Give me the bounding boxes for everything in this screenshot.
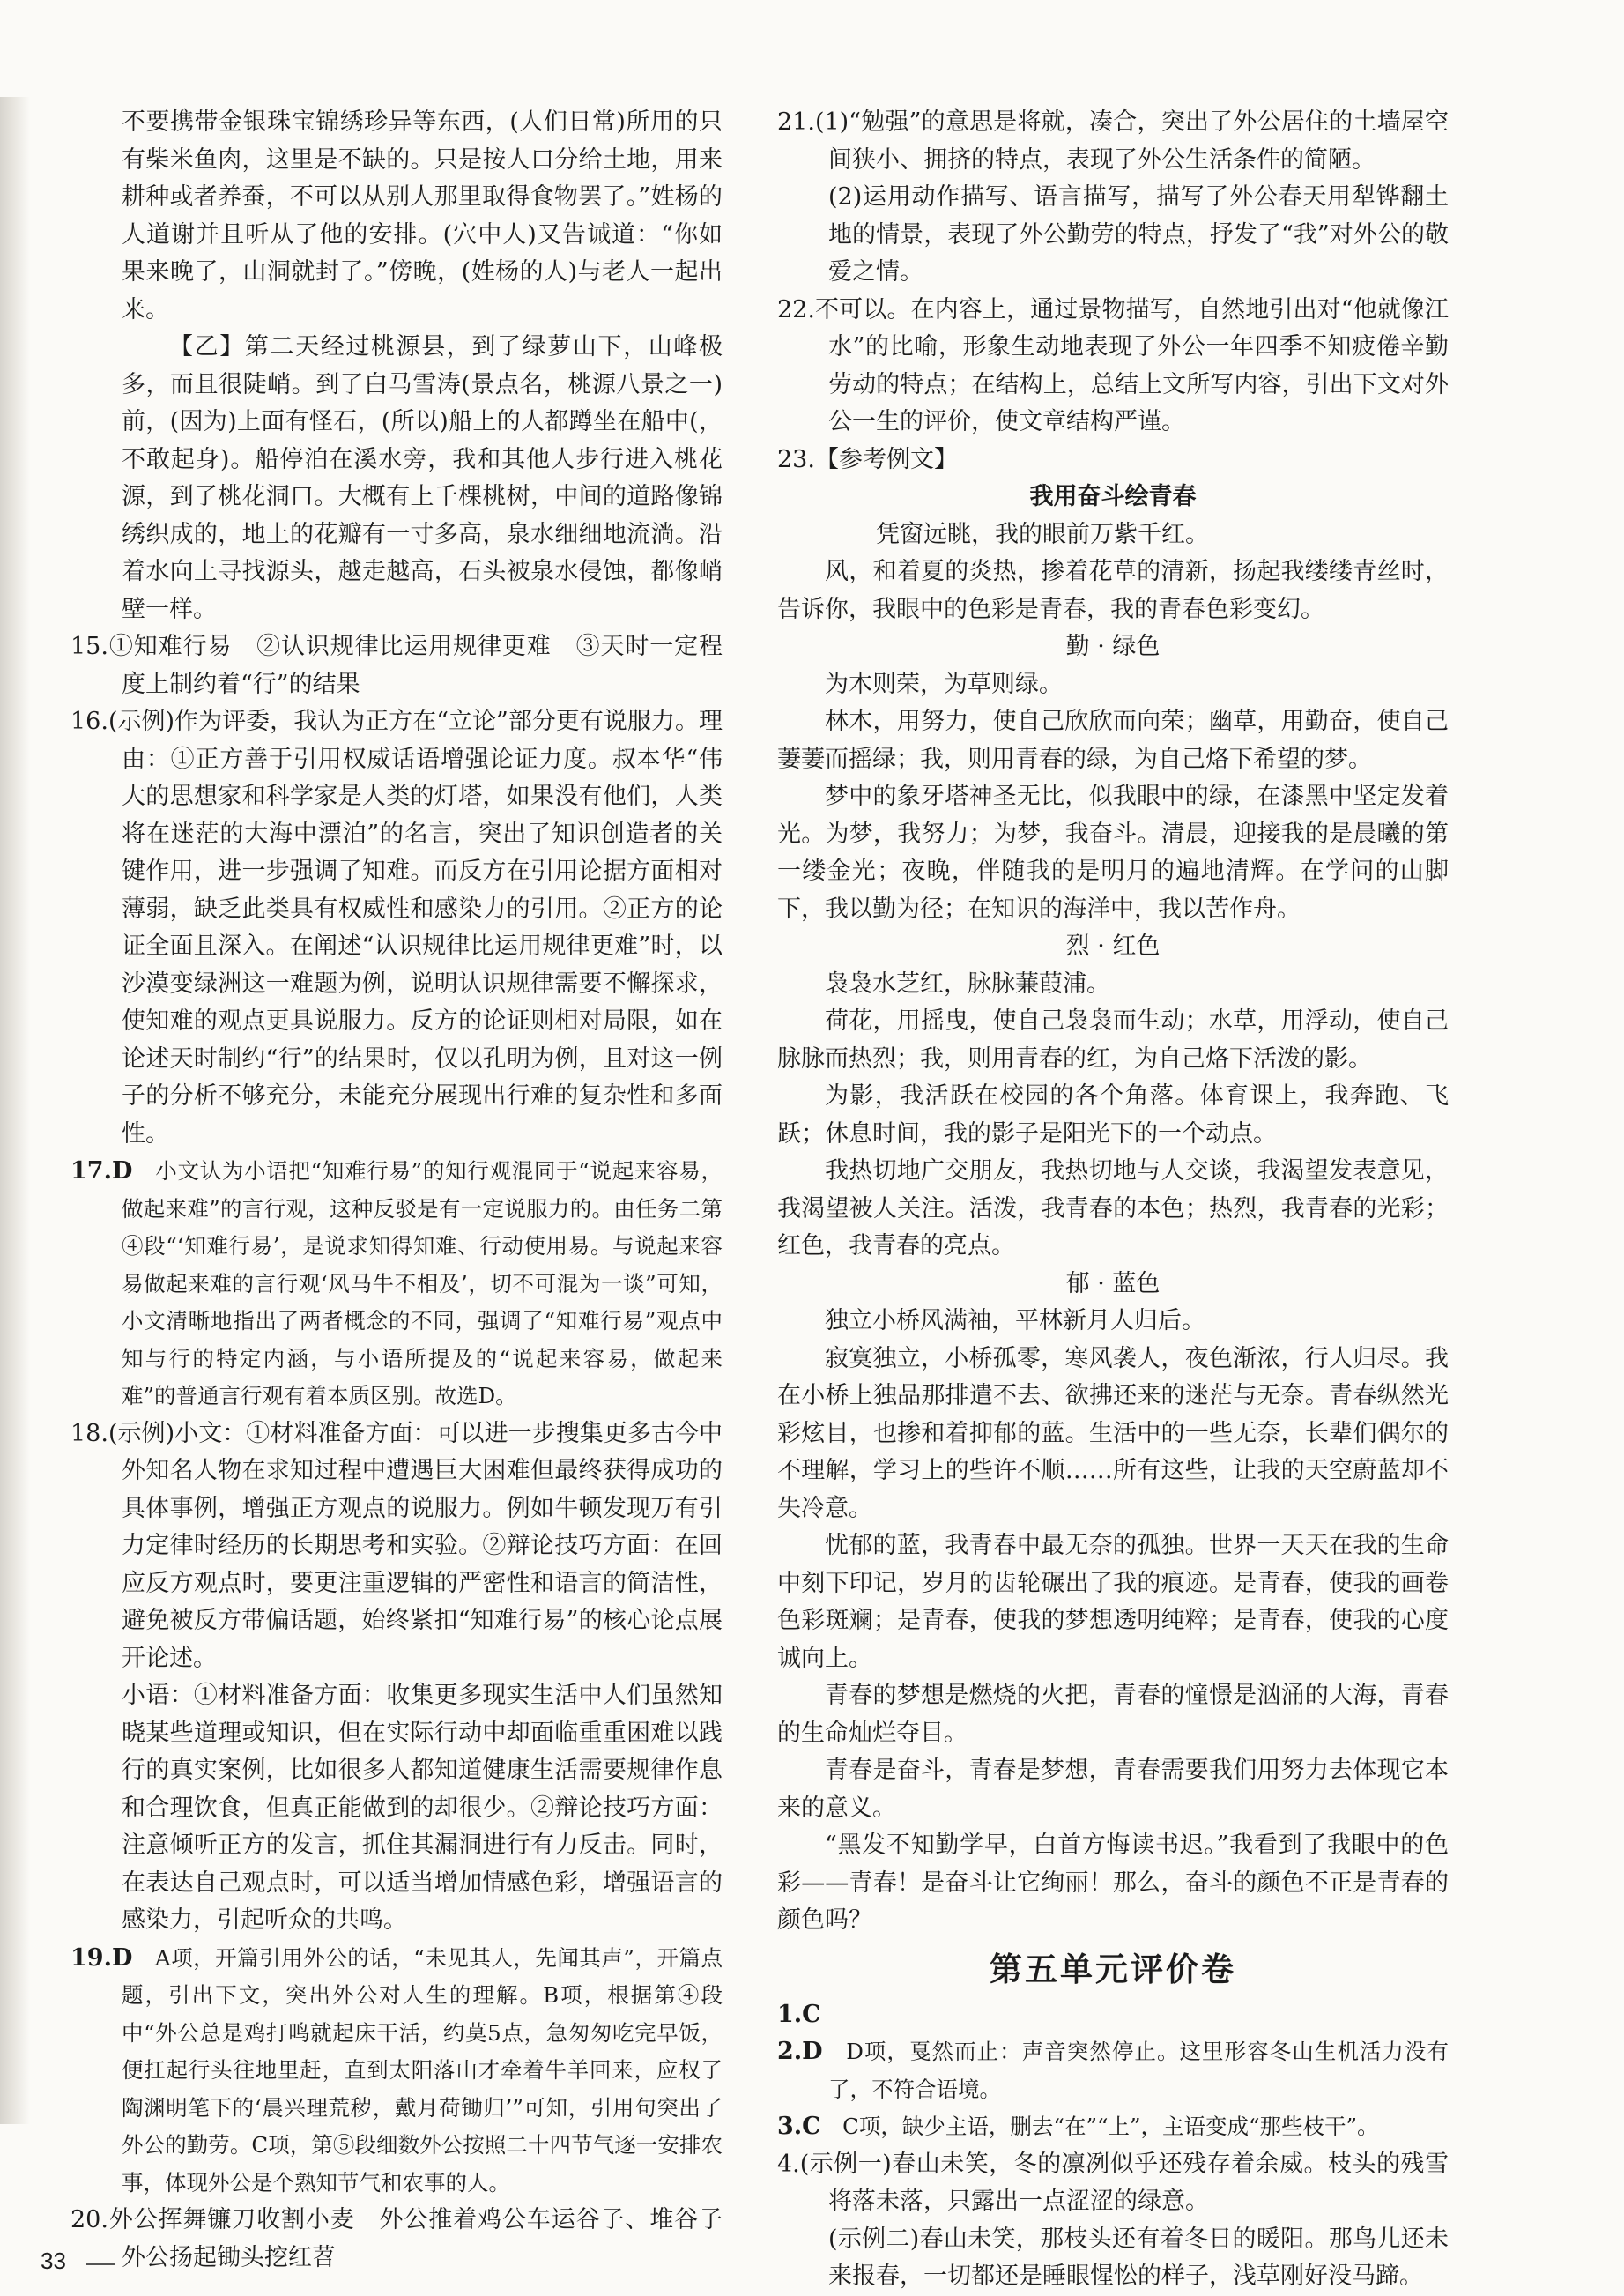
unit-answer-3-choice: 3.C xyxy=(777,2113,821,2140)
unit-answer-4-example-2: (示例二)春山未笑，那枝头还有着冬日的暖阳。那鸟儿还未来报春，一切都还是睡眼惺忪的样子，浅草刚好没马蹄。 xyxy=(828,2225,1449,2290)
answer-17-explanation: 小文认为小语把“知难行易”的知行观混同于“说起来容易，做起来难”的言行观，这种反驳是有一定说服力的。由任务二第④段“‘知难行易’，是说求知得知难、行动使用易。与说起来容易做起来难的言行观‘风马牛不相及’，切不可混为一谈”可知，小文清晰地指出了两者概念的不同，强调了“知难行易”观点中知与行的特定内涵，与小语所提及的“说起来容易，做起来难”的普通言行观有着本质区别。故选D。 xyxy=(122,1158,723,1408)
right-column xyxy=(777,104,1449,2296)
answer-22: 22.不可以。在内容上，通过景物描写，自然地引出对“他就像江水”的比喻，形象生动地表现了外公一年四季不知疲倦辛勤劳动的特点；在结构上，总结上文所写内容，引出下文对外公一生的评价，使文章结构严谨。 xyxy=(777,295,1449,435)
page-number-dash xyxy=(86,2263,115,2265)
answer-16: 16.(示例)作为评委，我认为正方在“立论”部分更有说服力。理由：①正方善于引用权威话语增强论证力度。叔本华“伟大的思想家和科学家是人类的灯塔，如果没有他们，人类将在迷茫的大海中漂泊”的名言，突出了知识创造者的关键作用，进一步强调了知难。而反方在引用论据方面相对薄弱，缺乏此类具有权威性和感染力的引用。②正方的论证全面且深入。在阐述“认识规律比运用规律更难”时，以沙漠变绿洲这一难题为例，说明认识规律需要不懈探求，使知难的观点更具说服力。反方的论证则相对局限，如在论述天时制约“行”的结果时，仅以孔明为例，且对这一例子的分析不够充分，未能充分展现出行难的复杂性和多面性。 xyxy=(70,708,723,1148)
unit-answer-1: 1.C xyxy=(777,2000,821,2028)
essay-paragraph: 林木，用努力，使自己欣欣而向荣；幽草，用勤奋，使自己萋萋而摇绿；我，则用青春的绿，为自己烙下希望的梦。 xyxy=(777,708,1449,773)
translation-paragraph: 不要携带金银珠宝锦绣珍异等东西，(人们日常)所用的只有柴米鱼肉，这里是不缺的。只是按人口分给土地，用来耕种或者养蚕，不可以从别人那里取得食物罢了。”姓杨的人道谢并且听从了他的安排。(穴中人)又告诫道：“你如果来晚了，山洞就封了。”傍晚，(姓杨的人)与老人一起出来。 xyxy=(122,108,723,323)
essay-title: 我用奋斗绘青春 xyxy=(1029,483,1197,510)
essay-paragraph: 我热切地广交朋友，我热切地与人交谈，我渴望发表意见，我渴望被人关注。活泼，我青春的本色；热烈，我青春的光彩；红色，我青春的亮点。 xyxy=(777,1157,1449,1259)
essay-paragraph: “黑发不知勤学早，白首方悔读书迟。”我看到了我眼中的色彩——青春！是奋斗让它绚丽！那么，奋斗的颜色不正是青春的颜色吗？ xyxy=(777,1832,1449,1934)
answer-19-explanation: A项，开篇引用外公的话，“未见其人，先闻其声”，开篇点题，引出下文，突出外公对人生的理解。B项，根据第④段中“外公总是鸡打鸣就起床干活，约莫5点，急匆匆吃完早饭，便扛起行头往地里赶，直到太阳落山才牵着牛羊回来，应权了陶渊明笔下的‘晨兴理荒秽，戴月荷锄归’”可知，引用句突出了外公的勤劳。C项，第⑤段细数外公按照二十四节气逐一安排农事，体现外公是个熟知节气和农事的人。 xyxy=(122,1944,723,2196)
answer-23-heading: 23.【参考例文】 xyxy=(777,445,958,473)
answer-21-1: 21.(1)“勉强”的意思是将就，凑合，突出了外公居住的土墙屋空间狭小、拥挤的特点，表现了外公生活条件的简陋。 xyxy=(777,108,1449,174)
translation-paragraph-yi: 【乙】第二天经过桃源县，到了绿萝山下，山峰极多，而且很陡峭。到了白马雪涛(景点名，桃源八景之一)前，(因为)上面有怪石，(所以)船上的人都蹲坐在船中(，不敢起身)。船停泊在溪水旁，我和其他人步行进入桃花源，到了桃花洞口。大概有上千棵桃树，中间的道路像锦绣织成的，地上的花瓣有一寸多高，泉水细细地流淌。沿着水向上寻找源头，越走越高，石头被泉水侵蚀，都像峭壁一样。 xyxy=(122,333,723,623)
unit-answer-3-explanation: C项，缺少主语，删去“在”“上”，主语变成“那些枝干”。 xyxy=(820,2114,1379,2139)
answer-17-choice: 17.D xyxy=(70,1157,133,1185)
page-number: 33 xyxy=(41,2248,66,2274)
essay-paragraph: 为木则荣，为草则绿。 xyxy=(825,670,1063,698)
essay-paragraph: 荷花，用摇曳，使自己袅袅而生动；水草，用浮动，使自己脉脉而热烈；我，则用青春的红，为自己烙下活泼的影。 xyxy=(777,1007,1449,1073)
essay-paragraph: 青春的梦想是燃烧的火把，青春的憧憬是汹涌的大海，青春的生命灿烂夺目。 xyxy=(777,1682,1449,1747)
essay-paragraph: 寂寞独立，小桥孤零，寒风袭人，夜色渐浓，行人归尽。我在小桥上独品那排遣不去、欲拂还来的迷茫与无奈。青春纵然光彩炫目，也掺和着抑郁的蓝。生活中的一些无奈，长辈们偶尔的不理解，学习上的些许不顺……所有这些，让我的天空蔚蓝却不失冷意。 xyxy=(777,1344,1449,1522)
answer-17 xyxy=(70,1153,723,1415)
page-edge-shadow xyxy=(0,97,30,2124)
essay-section-title: 勤 · 绿色 xyxy=(1065,633,1161,660)
answer-18-b: 小语：①材料准备方面：收集更多现实生活中人们虽然知晓某些道理或知识，但在实际行动中却面临重重困难以践行的真实案例，比如很多人都知道健康生活需要规律作息和合理饮食，但真正能做到的却很少。②辩论技巧方面：注意倾听正方的发言，抓住其漏洞进行有力反击。同时，在表达自己观点时，可以适当增加情感色彩，增强语言的感染力，引起听众的共鸣。 xyxy=(122,1682,723,1934)
unit-title: 第五单元评价卷 xyxy=(990,1949,1236,1988)
essay-paragraph: 青春是奋斗，青春是梦想，青春需要我们用努力去体现它本来的意义。 xyxy=(777,1757,1449,1822)
unit-answer-4-example-1: 4.(示例一)春山未笑，冬的凛冽似乎还残存着余威。枝头的残雪将落未落，只露出一点涩涩的绿意。 xyxy=(777,2150,1449,2215)
essay-paragraph: 独立小桥风满袖，平林新月人归后。 xyxy=(825,1307,1205,1334)
unit-answer-3 xyxy=(777,2108,1449,2146)
left-column xyxy=(70,104,746,2277)
essay-section-title: 烈 · 红色 xyxy=(1065,933,1161,960)
essay-paragraph: 风，和着夏的炎热，掺着花草的清新，扬起我缕缕青丝时，告诉你，我眼中的色彩是青春，我的青春色彩变幻。 xyxy=(777,558,1449,623)
essay-paragraph: 为影，我活跃在校园的各个角落。体育课上，我奔跑、飞跃；休息时间，我的影子是阳光下的一个动点。 xyxy=(777,1082,1449,1148)
essay-paragraph: 梦中的象牙塔神圣无比，似我眼中的绿，在漆黑中坚定发着光。为梦，我努力；为梦，我奋斗。清晨，迎接我的是晨曦的第一缕金光；夜晚，伴随我的是明月的遍地清辉。在学问的山脚下，我以勤为径；在知识的海洋中，我以苦作舟。 xyxy=(777,783,1449,923)
unit-answer-2-choice: 2.D xyxy=(777,2038,823,2065)
answer-18: 18.(示例)小文：①材料准备方面：可以进一步搜集更多古今中外知名人物在求知过程中遭遇巨大困难但最终获得成功的具体事例，增强正方观点的说服力。例如牛顿发现万有引力定律时经历的长期思考和实验。②辩论技巧方面：在回应反方观点时，要更注重逻辑的严密性和语言的简洁性，避免被反方带偏话题，始终紧扣“知难行易”的核心论点展开论述。 xyxy=(70,1419,723,1672)
unit-answer-2 xyxy=(777,2033,1449,2108)
unit-answer-2-explanation: D项，戛然而止：声音突然停止。这里形容冬山生机活力没有了，不符合语境。 xyxy=(822,2039,1449,2102)
answer-15: 15.①知难行易 ②认识规律比运用规律更难 ③天时一定程度上制约着“行”的结果 xyxy=(70,633,723,698)
essay-paragraph: 忧郁的蓝，我青春中最无奈的孤独。世界一天天在我的生命中刻下印记，岁月的齿轮碾出了我的痕迹。是青春，使我的画卷色彩斑斓；是青春，使我的梦想透明纯粹；是青春，使我的心度诚向上。 xyxy=(777,1532,1449,1672)
essay-paragraph: 袅袅水芝红，脉脉蒹葭浦。 xyxy=(825,970,1110,998)
answer-19-choice: 19.D xyxy=(70,1943,133,1972)
answer-20: 20.外公挥舞镰刀收割小麦 外公推着鸡公车运谷子、堆谷子 外公扬起锄头挖红苕 xyxy=(70,2206,746,2271)
answer-21-2: (2)运用动作描写、语言描写，描写了外公春天用犁铧翻土地的情景，表现了外公勤劳的特点，抒发了“我”对外公的敬爱之情。 xyxy=(828,183,1449,286)
answer-19 xyxy=(70,1940,723,2203)
essay-section-title: 郁 · 蓝色 xyxy=(1065,1269,1161,1297)
essay-paragraph: 凭窗远眺，我的眼前万紫千红。 xyxy=(876,520,1209,548)
